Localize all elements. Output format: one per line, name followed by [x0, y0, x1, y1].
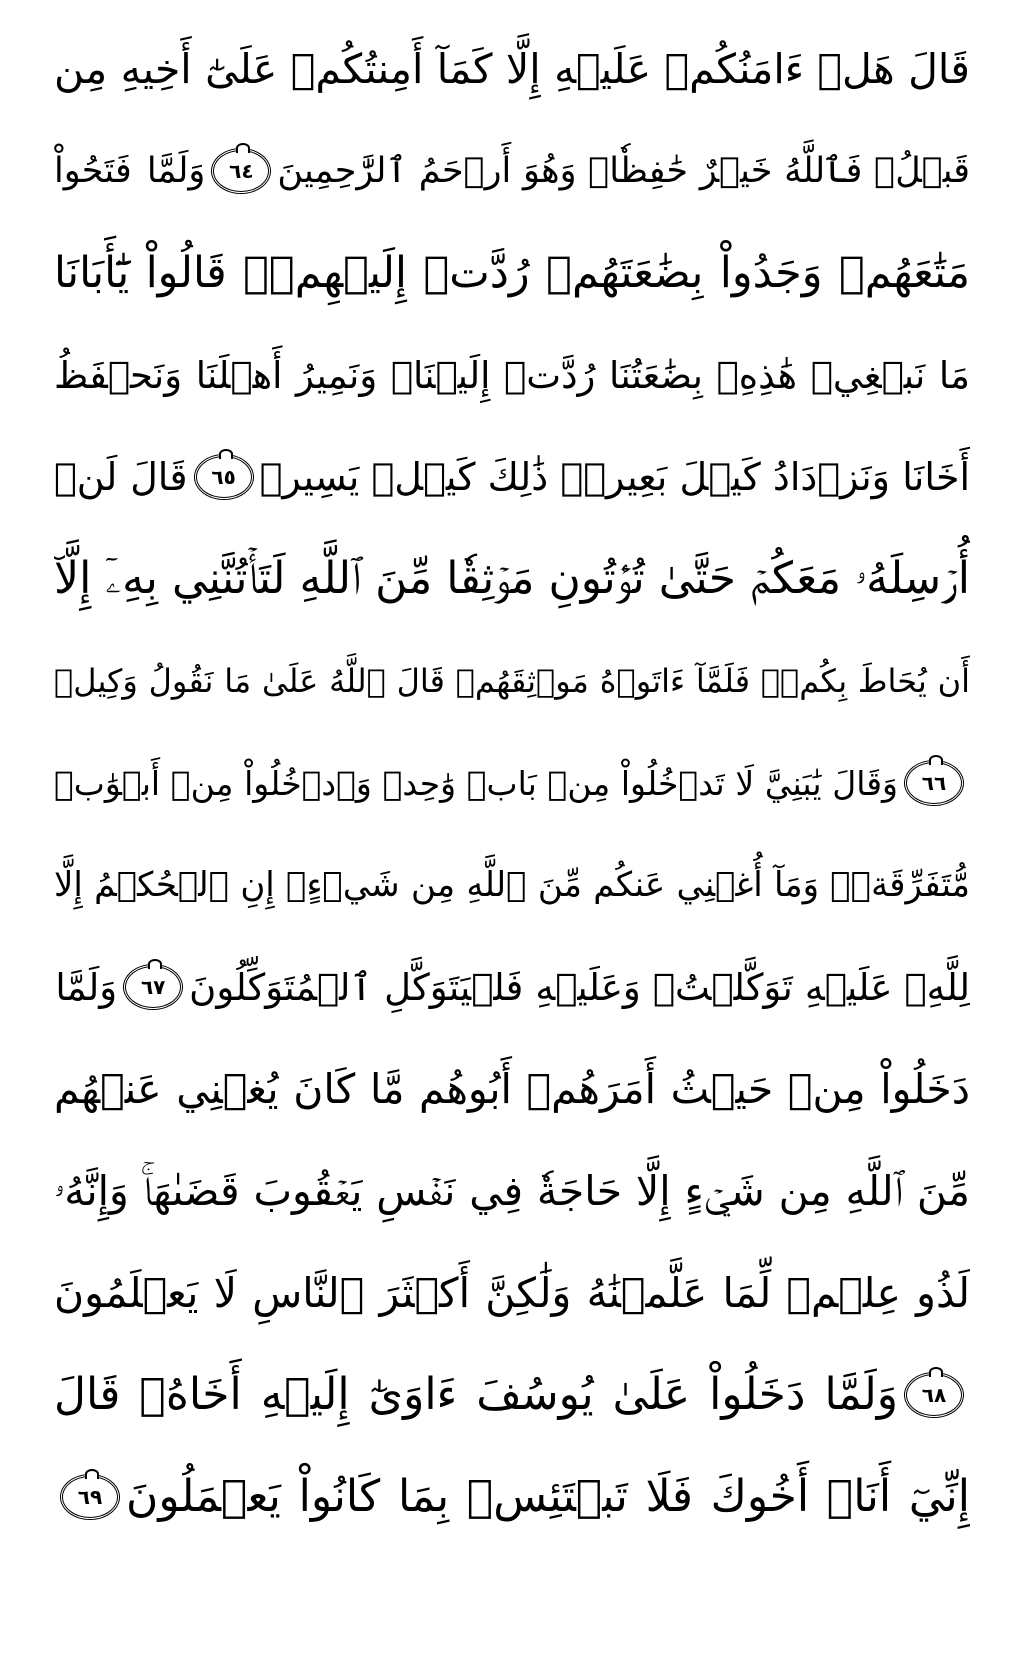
- verse-line: [54, 528, 970, 630]
- verse-text: مِّنَ ٱللَّهِ مِن شَيۡءٍ إِلَّا حَاجَةٗ فِي نَفۡسِ يَعۡقُوبَ قَضَىٰهَاۚ وَإِنَّهُۥ: [54, 1166, 970, 1215]
- ayah-end-marker-icon: ٦٨: [904, 1372, 964, 1418]
- verse-line: [54, 1242, 970, 1344]
- verse-line: [54, 732, 970, 834]
- verse-text: دَخَلُواْ مِنۡ حَيۡثُ أَمَرَهُمۡ أَبُوهُم مَّا كَانَ يُغۡنِي عَنۡهُم: [54, 1064, 970, 1113]
- ayah-end-marker-icon: ٦٥: [194, 454, 254, 500]
- verse-line: [54, 120, 970, 222]
- verse-line: [54, 1344, 970, 1446]
- verse-text: وَلَمَّا: [55, 965, 118, 1009]
- verse-line: [54, 936, 970, 1038]
- verse-text: وَلَمَّا دَخَلُواْ عَلَىٰ يُوسُفَ ءَاوَىٰٓ إِلَيۡهِ أَخَاهُۖ قَالَ: [54, 1369, 898, 1420]
- verse-lines: [54, 18, 970, 1548]
- verse-line: [54, 1446, 970, 1548]
- ayah-end-marker-icon: ٦٧: [123, 964, 183, 1010]
- verse-text: لَذُو عِلۡمٖ لِّمَا عَلَّمۡنَٰهُ وَلَٰكِنَّ أَكۡثَرَ ٱلنَّاسِ لَا يَعۡلَمُونَ: [54, 1268, 970, 1317]
- verse-text: قَبۡلُۖ فَٱللَّهُ خَيۡرٌ حَٰفِظٗاۖ وَهُوَ أَرۡحَمُ ٱلرَّٰحِمِينَ: [277, 150, 970, 191]
- verse-line: [54, 834, 970, 936]
- verse-line: [54, 426, 970, 528]
- verse-text: لِلَّهِۖ عَلَيۡهِ تَوَكَّلۡتُۖ وَعَلَيۡهِ فَلۡيَتَوَكَّلِ ٱلۡمُتَوَكِّلُونَ: [189, 965, 970, 1009]
- verse-line: [54, 1038, 970, 1140]
- verse-text: إِنِّيٓ أَنَا۠ أَخُوكَ فَلَا تَبۡتَئِسۡ بِمَا كَانُواْ يَعۡمَلُونَ: [126, 1471, 970, 1522]
- verse-text: وَقَالَ يَٰبَنِيَّ لَا تَدۡخُلُواْ مِنۢ بَابٖ وَٰحِدٖ وَٱدۡخُلُواْ مِنۡ أَبۡوَٰبٖ: [54, 763, 898, 803]
- ayah-end-marker-icon: ٦٦: [904, 760, 964, 806]
- ayah-end-marker-icon: ٦٤: [211, 148, 271, 194]
- verse-line: [54, 630, 970, 732]
- verse-text: مُّتَفَرِّقَةٖۖ وَمَآ أُغۡنِي عَنكُم مِّنَ ٱللَّهِ مِن شَيۡءٍۖ إِنِ ٱلۡحُكۡمُ إِلَّا: [54, 865, 970, 905]
- verse-line: [54, 222, 970, 324]
- verse-line: [54, 18, 970, 120]
- verse-text: أَن يُحَاطَ بِكُمۡۖ فَلَمَّآ ءَاتَوۡهُ مَوۡثِقَهُمۡ قَالَ ٱللَّهُ عَلَىٰ مَا نَقُولُ وَكِيلٞ: [54, 662, 970, 700]
- ayah-end-marker-icon: ٦٩: [60, 1474, 120, 1520]
- verse-text: قَالَ هَلۡ ءَامَنُكُمۡ عَلَيۡهِ إِلَّا كَمَآ أَمِنتُكُمۡ عَلَىٰٓ أَخِيهِ مِن: [54, 44, 970, 93]
- verse-line: [54, 1140, 970, 1242]
- verse-text: وَلَمَّا فَتَحُواْ: [54, 150, 206, 191]
- verse-line: [54, 324, 970, 426]
- verse-text: أَخَانَا وَنَزۡدَادُ كَيۡلَ بَعِيرٖۖ ذَٰلِكَ كَيۡلٞ يَسِيرٞ: [259, 455, 970, 499]
- verse-text: مَتَٰعَهُمۡ وَجَدُواْ بِضَٰعَتَهُمۡ رُدَّتۡ إِلَيۡهِمۡۖ قَالُواْ يَٰٓأَبَانَا: [54, 247, 970, 298]
- verse-text: قَالَ لَنۡ: [54, 455, 188, 499]
- verse-text: أُرۡسِلَهُۥ مَعَكُمۡ حَتَّىٰ تُؤۡتُونِ مَوۡثِقٗا مِّنَ ٱللَّهِ لَتَأۡتُنَّنِي بِهِۦٓ إِلَّآ: [54, 553, 970, 604]
- verse-text: مَا نَبۡغِيۖ هَٰذِهِۦ بِضَٰعَتُنَا رُدَّتۡ إِلَيۡنَاۖ وَنَمِيرُ أَهۡلَنَا وَنَحۡفَظُ: [54, 353, 970, 397]
